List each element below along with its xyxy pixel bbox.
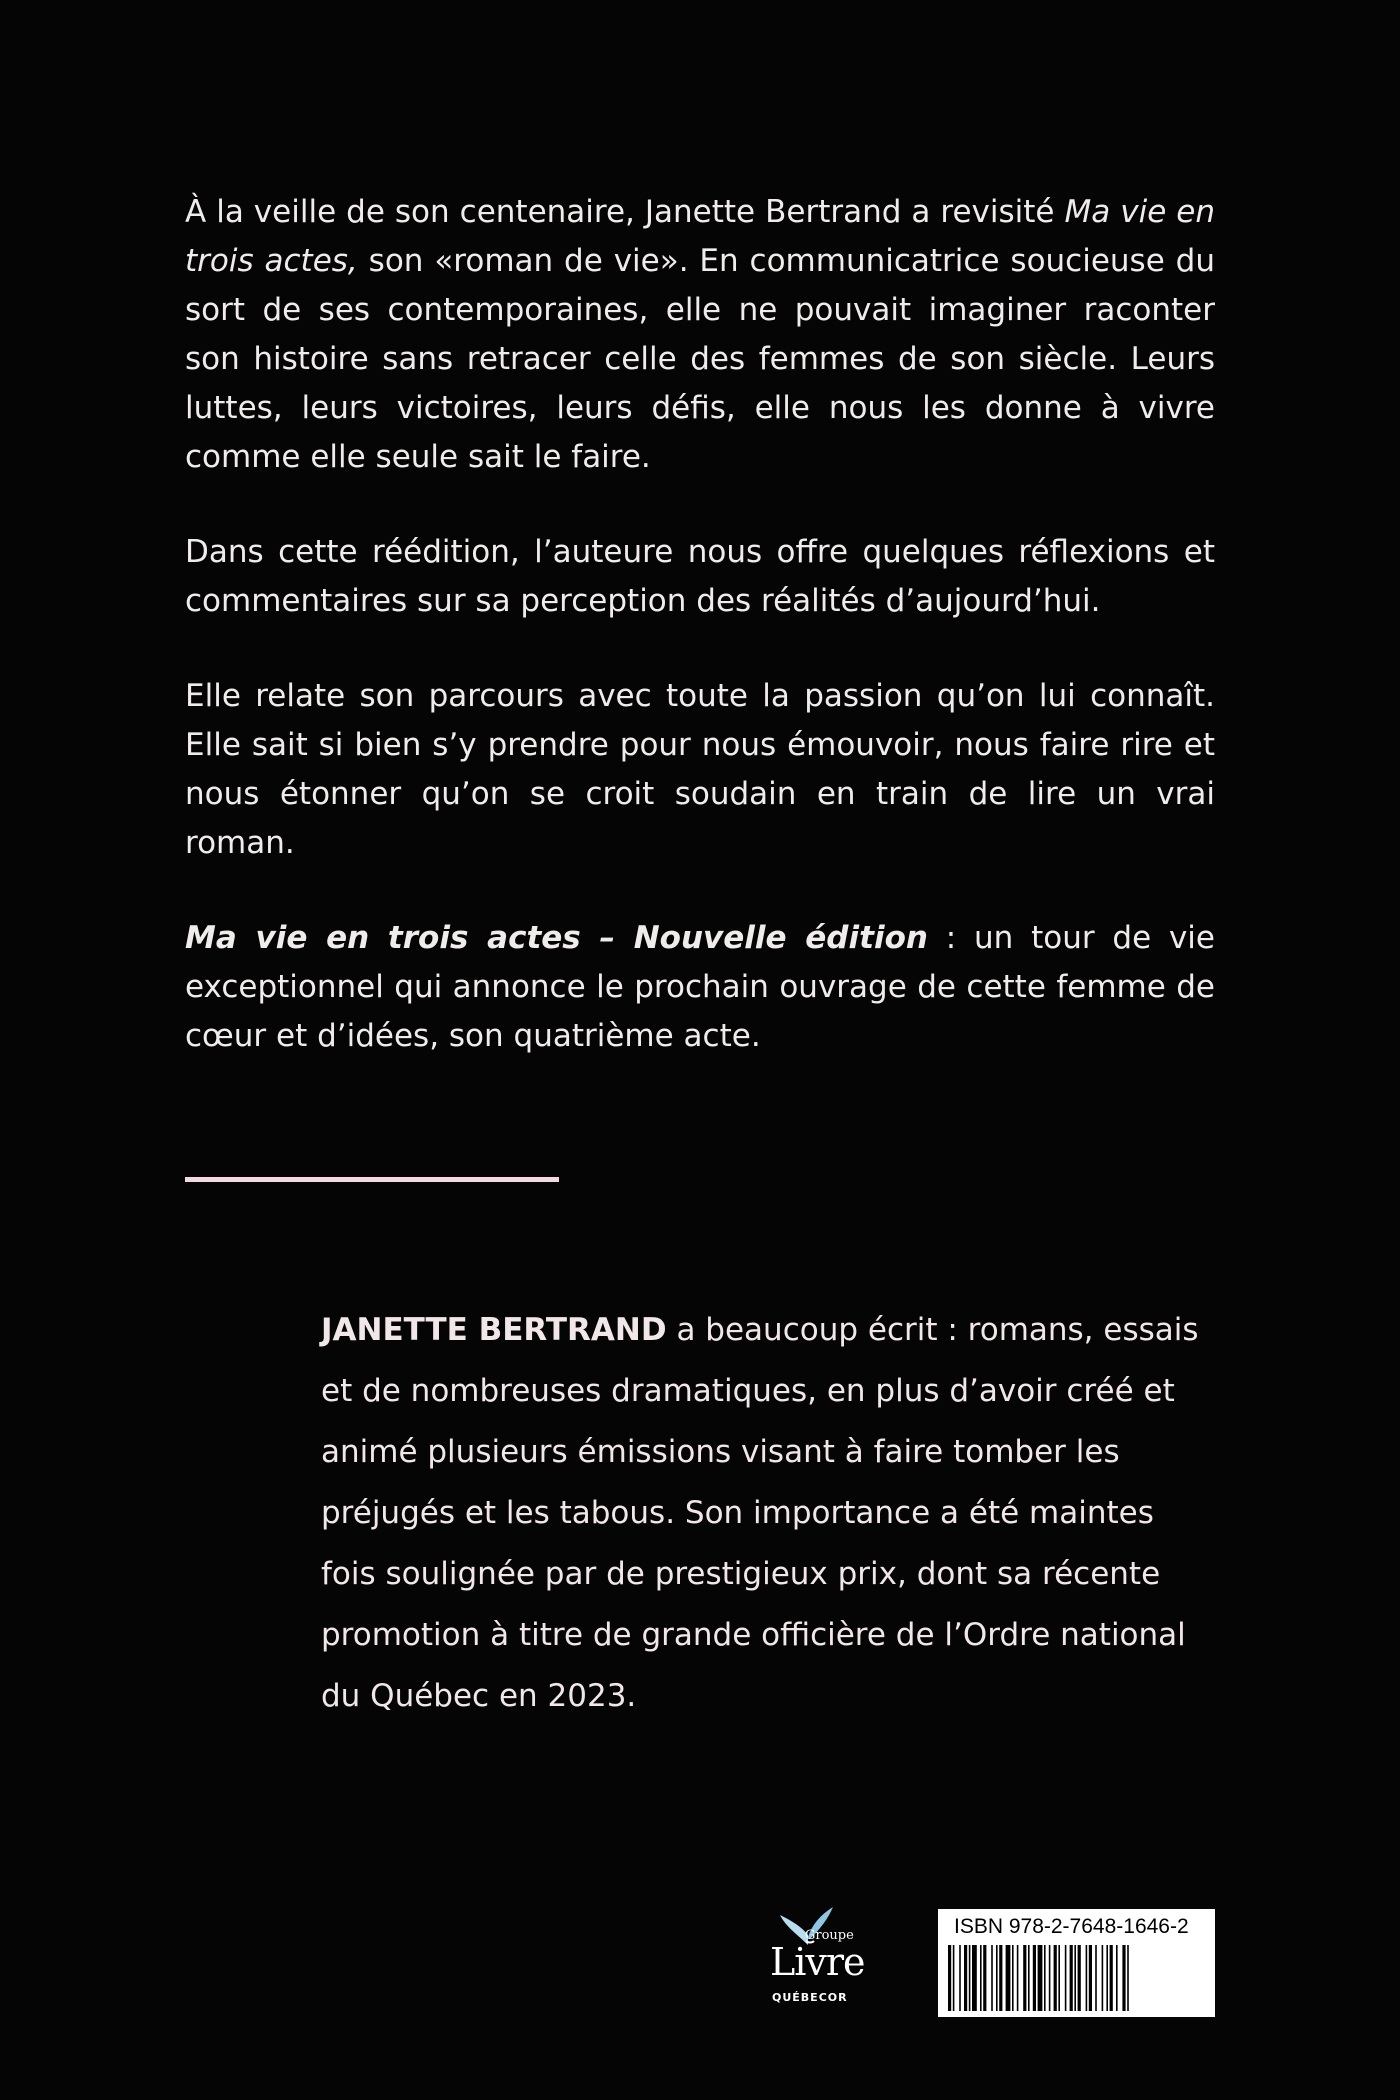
- barcode-bar: [1095, 1945, 1097, 2011]
- barcode-bar: [1054, 1945, 1057, 2011]
- barcode-bar: [1012, 1945, 1014, 2011]
- barcode-bar: [991, 1945, 993, 2011]
- barcode-bar: [972, 1945, 977, 2011]
- book-title-bold-italic: Ma vie en trois actes – Nouvelle édition: [185, 920, 928, 956]
- barcode-bar: [1122, 1945, 1125, 2011]
- publisher-group-label: Groupe: [805, 1928, 854, 1943]
- author-name: JANETTE BERTRAND: [321, 1312, 667, 1348]
- barcode-bar: [1102, 1945, 1104, 2011]
- barcode: [938, 1909, 1215, 2017]
- barcode-bar: [1028, 1945, 1030, 2011]
- barcode-bar: [999, 1945, 1002, 2011]
- author-bio: [321, 1300, 1211, 1727]
- author-bio-text: a beaucoup écrit : romans, essais et de nombreuses dramatiques, en plus d’avoir créé et animé plusieurs émissions visant à faire tomber les préjugés et les tabous. Son importance a été maintes fois soulignée par de prestigieux prix, dont sa récente promotion à titre de grande officière de l’Ordre national du Québec en 2023.: [321, 1312, 1199, 1714]
- barcode-bar: [1089, 1945, 1092, 2011]
- barcode-bar: [1078, 1945, 1081, 2011]
- barcode-bar: [1074, 1945, 1076, 2011]
- barcode-bar: [1065, 1945, 1067, 2011]
- barcode-bars: [946, 1945, 1206, 2011]
- barcode-bar: [980, 1945, 982, 2011]
- barcode-bar: [953, 1945, 955, 2011]
- barcode-bar: [1116, 1945, 1118, 2011]
- barcode-bar: [969, 1945, 971, 2011]
- barcode-bar: [959, 1945, 961, 2011]
- barcode-bar: [1106, 1945, 1108, 2011]
- barcode-bar: [1058, 1945, 1060, 2011]
- book-title-italic: Ma vie en trois actes,: [185, 194, 1215, 279]
- blurb-text: : un tour de vie exceptionnel qui annonce le prochain ouvrage de cette femme de cœur et d’idées, son quatrième acte.: [185, 920, 1215, 1054]
- barcode-bar: [1127, 1945, 1129, 2011]
- blurb-text: À la veille de son centenaire, Janette Bertrand a revisité: [185, 194, 1065, 230]
- barcode-bar: [1070, 1945, 1073, 2011]
- publisher-name: Livre: [770, 1940, 865, 1984]
- barcode-bar: [1044, 1945, 1046, 2011]
- barcode-bar: [996, 1945, 998, 2011]
- divider-rule: [185, 1177, 559, 1182]
- barcode-bar: [1038, 1945, 1043, 2011]
- barcode-bar: [983, 1945, 986, 2011]
- publisher-logo: [750, 1905, 870, 2015]
- blurb-paragraph-1: [185, 188, 1215, 482]
- blurb-paragraph-2: Dans cette réédition, l’auteure nous offre quelques réflexions et commentaires sur sa perception des réalités d’aujourd’hui.: [185, 534, 1215, 619]
- blurb-paragraph-3: Elle relate son parcours avec toute la passion qu’on lui connaît. Elle sait si bien s’y prendre pour nous émouvoir, nous faire rire et nous étonner qu’on se croit soudain en train de lire un vrai roman.: [185, 678, 1215, 861]
- back-cover-blurb: [185, 188, 1215, 1107]
- barcode-bar: [1049, 1945, 1051, 2011]
- barcode-bar: [948, 1945, 951, 2011]
- isbn-label: ISBN 978-2-7648-1646-2: [954, 1915, 1189, 1938]
- barcode-bar: [1023, 1945, 1026, 2011]
- barcode-bar: [1017, 1945, 1019, 2011]
- barcode-bar: [1086, 1945, 1088, 2011]
- barcode-bar: [1110, 1945, 1113, 2011]
- publisher-sub-label: QUÉBECOR: [772, 1991, 848, 2004]
- barcode-bar: [964, 1945, 967, 2011]
- barcode-bar: [1033, 1945, 1036, 2011]
- barcode-bar: [1006, 1945, 1011, 2011]
- blurb-paragraph-4: [185, 914, 1215, 1061]
- blurb-text: son «roman de vie». En communicatrice soucieuse du sort de ses contemporaines, elle ne pouvait imaginer raconter son histoire sans retracer celle des femmes de son siècle. Leurs luttes, leurs victoires, leurs défis, elle nous les donne à vivre comme elle seule sait le faire.: [185, 243, 1215, 475]
